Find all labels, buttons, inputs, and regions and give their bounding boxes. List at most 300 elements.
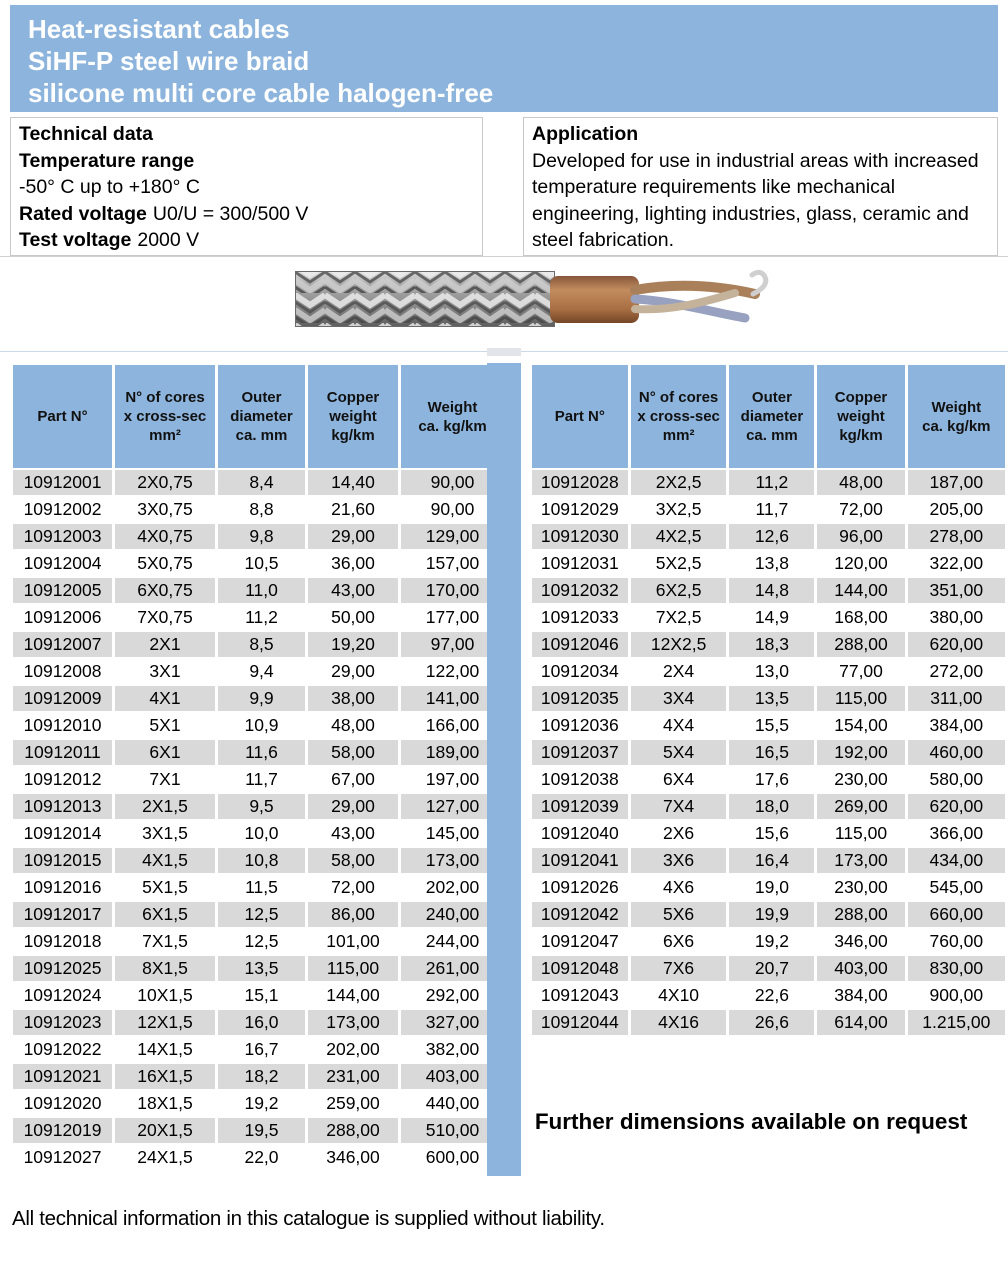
table-cell: 77,00 bbox=[817, 659, 904, 684]
test-voltage-value: 2000 V bbox=[137, 229, 200, 251]
table-cell: 10912039 bbox=[532, 794, 628, 819]
application-box bbox=[523, 117, 998, 256]
table-cell: 48,00 bbox=[817, 470, 904, 495]
table-row bbox=[532, 497, 1005, 522]
table-cell: 96,00 bbox=[817, 524, 904, 549]
table-cell: 10912038 bbox=[532, 767, 628, 792]
table-row bbox=[13, 929, 504, 954]
table-cell: 292,00 bbox=[401, 983, 504, 1008]
table-cell: 16X1,5 bbox=[115, 1064, 215, 1089]
table-cell: 11,2 bbox=[729, 470, 814, 495]
table-row bbox=[532, 875, 1005, 900]
table-cell: 384,00 bbox=[908, 713, 1005, 738]
table-cell: 48,00 bbox=[308, 713, 398, 738]
table-cell: 5X2,5 bbox=[631, 551, 727, 576]
table-cell: 10912023 bbox=[13, 1010, 112, 1035]
table-cell: 14X1,5 bbox=[115, 1037, 215, 1062]
table-cell: 10,8 bbox=[218, 848, 305, 873]
table-row bbox=[13, 875, 504, 900]
table-cell: 10912046 bbox=[532, 632, 628, 657]
table-cell: 9,8 bbox=[218, 524, 305, 549]
table-cell: 120,00 bbox=[817, 551, 904, 576]
table-row bbox=[13, 497, 504, 522]
table-cell: 7X2,5 bbox=[631, 605, 727, 630]
table-row bbox=[13, 524, 504, 549]
table-cell: 43,00 bbox=[308, 821, 398, 846]
table-cell: 10912026 bbox=[532, 875, 628, 900]
table-row bbox=[13, 686, 504, 711]
table-cell: 115,00 bbox=[817, 686, 904, 711]
table-cell: 8,4 bbox=[218, 470, 305, 495]
table-cell: 7X4 bbox=[631, 794, 727, 819]
table-cell: 192,00 bbox=[817, 740, 904, 765]
table-cell: 620,00 bbox=[908, 632, 1005, 657]
rated-voltage-value: U0/U = 300/500 V bbox=[152, 202, 309, 225]
table-cell: 10912020 bbox=[13, 1091, 112, 1116]
table-cell: 10912030 bbox=[532, 524, 628, 549]
table-row bbox=[532, 767, 1005, 792]
table-cell: 2X1 bbox=[115, 632, 215, 657]
table-cell: 6X0,75 bbox=[115, 578, 215, 603]
table-cell: 11,7 bbox=[218, 767, 305, 792]
table-cell: 4X1 bbox=[115, 686, 215, 711]
table-row bbox=[13, 551, 504, 576]
table-cell: 10,5 bbox=[218, 551, 305, 576]
table-cell: 10912047 bbox=[532, 929, 628, 954]
table-cell: 5X6 bbox=[631, 902, 727, 927]
header-row bbox=[532, 365, 1005, 468]
table-row bbox=[13, 956, 504, 981]
table-row bbox=[13, 740, 504, 765]
table-cell: 18,3 bbox=[729, 632, 814, 657]
table-cell: 13,8 bbox=[729, 551, 814, 576]
table-cell: 900,00 bbox=[908, 983, 1005, 1008]
table-cell: 366,00 bbox=[908, 821, 1005, 846]
table-cell: 231,00 bbox=[308, 1064, 398, 1089]
table-cell: 288,00 bbox=[817, 902, 904, 927]
table-cell: 346,00 bbox=[308, 1145, 398, 1170]
application-text: Developed for use in industrial areas with increased temperature requirements like mechanical engineering, lighting industries, glass, ceramic and steel fabrication. bbox=[532, 149, 979, 251]
table-cell: 10912019 bbox=[13, 1118, 112, 1143]
table-cell: 580,00 bbox=[908, 767, 1005, 792]
table-row bbox=[13, 470, 504, 495]
table-cell: 10912002 bbox=[13, 497, 112, 522]
table-cell: 10912014 bbox=[13, 821, 112, 846]
table-row bbox=[532, 929, 1005, 954]
column-header: Weight ca. kg/km bbox=[908, 365, 1005, 468]
table-cell: 14,40 bbox=[308, 470, 398, 495]
table-cell: 205,00 bbox=[908, 497, 1005, 522]
table-cell: 327,00 bbox=[401, 1010, 504, 1035]
table-cell: 67,00 bbox=[308, 767, 398, 792]
table-cell: 403,00 bbox=[401, 1064, 504, 1089]
column-header: Part N° bbox=[532, 365, 628, 468]
table-cell: 10912010 bbox=[13, 713, 112, 738]
table-row bbox=[532, 956, 1005, 981]
table-cell: 4X6 bbox=[631, 875, 727, 900]
table-cell: 8X1,5 bbox=[115, 956, 215, 981]
table-cell: 7X0,75 bbox=[115, 605, 215, 630]
table-cell: 168,00 bbox=[817, 605, 904, 630]
table-cell: 170,00 bbox=[401, 578, 504, 603]
table-cell: 20,7 bbox=[729, 956, 814, 981]
table-cell: 127,00 bbox=[401, 794, 504, 819]
spec-table-right bbox=[529, 363, 1008, 1037]
column-header: N° of cores x cross-sec mm² bbox=[115, 365, 215, 468]
table-cell: 19,20 bbox=[308, 632, 398, 657]
table-cell: 10912017 bbox=[13, 902, 112, 927]
table-cell: 86,00 bbox=[308, 902, 398, 927]
table-cell: 18X1,5 bbox=[115, 1091, 215, 1116]
table-cell: 10912007 bbox=[13, 632, 112, 657]
temperature-range-label: Temperature range bbox=[19, 149, 195, 172]
table-cell: 129,00 bbox=[401, 524, 504, 549]
application-heading: Application bbox=[532, 123, 639, 145]
table-row bbox=[13, 1145, 504, 1170]
table-cell: 9,4 bbox=[218, 659, 305, 684]
table-row bbox=[13, 605, 504, 630]
table-cell: 97,00 bbox=[401, 632, 504, 657]
table-cell: 101,00 bbox=[308, 929, 398, 954]
table-cell: 187,00 bbox=[908, 470, 1005, 495]
table-cell: 20X1,5 bbox=[115, 1118, 215, 1143]
table-cell: 3X4 bbox=[631, 686, 727, 711]
table-cell: 15,5 bbox=[729, 713, 814, 738]
table-row bbox=[13, 821, 504, 846]
table-cell: 440,00 bbox=[401, 1091, 504, 1116]
table-cell: 58,00 bbox=[308, 740, 398, 765]
table-cell: 278,00 bbox=[908, 524, 1005, 549]
table-accent-strip bbox=[487, 363, 521, 1176]
table-cell: 18,0 bbox=[729, 794, 814, 819]
table-cell: 346,00 bbox=[817, 929, 904, 954]
table-cell: 10912005 bbox=[13, 578, 112, 603]
column-header: N° of cores x cross-sec mm² bbox=[631, 365, 727, 468]
table-cell: 144,00 bbox=[817, 578, 904, 603]
table-cell: 144,00 bbox=[308, 983, 398, 1008]
table-cell: 10912043 bbox=[532, 983, 628, 1008]
table-cell: 145,00 bbox=[401, 821, 504, 846]
table-row bbox=[532, 848, 1005, 873]
table-cell: 10912011 bbox=[13, 740, 112, 765]
table-cell: 189,00 bbox=[401, 740, 504, 765]
table-cell: 1.215,00 bbox=[908, 1010, 1005, 1035]
table-cell: 380,00 bbox=[908, 605, 1005, 630]
table-cell: 15,1 bbox=[218, 983, 305, 1008]
table-cell: 10912027 bbox=[13, 1145, 112, 1170]
table-cell: 288,00 bbox=[308, 1118, 398, 1143]
table-cell: 10912013 bbox=[13, 794, 112, 819]
table-cell: 10912029 bbox=[532, 497, 628, 522]
table-cell: 202,00 bbox=[308, 1037, 398, 1062]
table-cell: 157,00 bbox=[401, 551, 504, 576]
table-cell: 6X4 bbox=[631, 767, 727, 792]
table-row bbox=[13, 1091, 504, 1116]
table-cell: 10X1,5 bbox=[115, 983, 215, 1008]
table-cell: 10912015 bbox=[13, 848, 112, 873]
cable-photo-band bbox=[0, 256, 1008, 352]
table-row bbox=[13, 713, 504, 738]
table-cell: 122,00 bbox=[401, 659, 504, 684]
technical-data-heading: Technical data bbox=[19, 123, 154, 145]
table-cell: 5X4 bbox=[631, 740, 727, 765]
table-cell: 38,00 bbox=[308, 686, 398, 711]
table-cell: 90,00 bbox=[401, 470, 504, 495]
table-cell: 19,0 bbox=[729, 875, 814, 900]
further-dimensions-note: Further dimensions available on request bbox=[534, 1109, 968, 1134]
table-cell: 460,00 bbox=[908, 740, 1005, 765]
temperature-range-value: -50° C up to +180° C bbox=[19, 176, 200, 198]
table-cell: 29,00 bbox=[308, 794, 398, 819]
table-row bbox=[13, 1010, 504, 1035]
table-cell: 614,00 bbox=[817, 1010, 904, 1035]
table-cell: 16,0 bbox=[218, 1010, 305, 1035]
cable-photo-illustration bbox=[295, 263, 795, 335]
table-cell: 545,00 bbox=[908, 875, 1005, 900]
table-cell: 19,5 bbox=[218, 1118, 305, 1143]
table-cell: 9,9 bbox=[218, 686, 305, 711]
table-cell: 3X0,75 bbox=[115, 497, 215, 522]
table-cell: 58,00 bbox=[308, 848, 398, 873]
table-cell: 11,7 bbox=[729, 497, 814, 522]
table-cell: 2X1,5 bbox=[115, 794, 215, 819]
table-cell: 16,7 bbox=[218, 1037, 305, 1062]
table-cell: 830,00 bbox=[908, 956, 1005, 981]
table-cell: 10912041 bbox=[532, 848, 628, 873]
table-cell: 19,2 bbox=[218, 1091, 305, 1116]
table-cell: 115,00 bbox=[817, 821, 904, 846]
table-cell: 4X1,5 bbox=[115, 848, 215, 873]
table-cell: 3X2,5 bbox=[631, 497, 727, 522]
table-cell: 6X6 bbox=[631, 929, 727, 954]
table-cell: 10912022 bbox=[13, 1037, 112, 1062]
table-cell: 382,00 bbox=[401, 1037, 504, 1062]
table-cell: 8,8 bbox=[218, 497, 305, 522]
technical-data-box bbox=[10, 117, 483, 256]
table-cell: 173,00 bbox=[308, 1010, 398, 1035]
table-cell: 154,00 bbox=[817, 713, 904, 738]
table-cell: 434,00 bbox=[908, 848, 1005, 873]
table-cell: 4X2,5 bbox=[631, 524, 727, 549]
table-cell: 11,6 bbox=[218, 740, 305, 765]
table-cell: 7X6 bbox=[631, 956, 727, 981]
table-cell: 173,00 bbox=[401, 848, 504, 873]
table-cell: 10912006 bbox=[13, 605, 112, 630]
table-cell: 244,00 bbox=[401, 929, 504, 954]
table-cell: 322,00 bbox=[908, 551, 1005, 576]
rated-voltage-line bbox=[19, 201, 474, 228]
table-cell: 16,5 bbox=[729, 740, 814, 765]
page-title-banner bbox=[10, 5, 998, 112]
table-cell: 72,00 bbox=[308, 875, 398, 900]
table-cell: 6X1 bbox=[115, 740, 215, 765]
table-cell: 10912025 bbox=[13, 956, 112, 981]
test-voltage-line bbox=[19, 227, 474, 254]
table-cell: 10912034 bbox=[532, 659, 628, 684]
table-cell: 72,00 bbox=[817, 497, 904, 522]
table-cell: 5X1,5 bbox=[115, 875, 215, 900]
table-row bbox=[13, 848, 504, 873]
table-row bbox=[13, 1037, 504, 1062]
table-cell: 43,00 bbox=[308, 578, 398, 603]
table-cell: 50,00 bbox=[308, 605, 398, 630]
table-cell: 272,00 bbox=[908, 659, 1005, 684]
table-cell: 6X1,5 bbox=[115, 902, 215, 927]
table-row bbox=[13, 578, 504, 603]
table-row bbox=[13, 767, 504, 792]
table-cell: 351,00 bbox=[908, 578, 1005, 603]
table-cell: 10912021 bbox=[13, 1064, 112, 1089]
table-cell: 10912033 bbox=[532, 605, 628, 630]
table-cell: 12X1,5 bbox=[115, 1010, 215, 1035]
table-cell: 12,5 bbox=[218, 902, 305, 927]
table-cell: 11,5 bbox=[218, 875, 305, 900]
table-cell: 197,00 bbox=[401, 767, 504, 792]
table-row bbox=[532, 713, 1005, 738]
table-cell: 22,6 bbox=[729, 983, 814, 1008]
table-row bbox=[13, 794, 504, 819]
table-cell: 8,5 bbox=[218, 632, 305, 657]
table-cell: 510,00 bbox=[401, 1118, 504, 1143]
table-cell: 10912028 bbox=[532, 470, 628, 495]
table-cell: 10,9 bbox=[218, 713, 305, 738]
table-cell: 240,00 bbox=[401, 902, 504, 927]
table-cell: 3X1,5 bbox=[115, 821, 215, 846]
table-cell: 12X2,5 bbox=[631, 632, 727, 657]
table-cell: 230,00 bbox=[817, 767, 904, 792]
table-cell: 16,4 bbox=[729, 848, 814, 873]
table-cell: 14,8 bbox=[729, 578, 814, 603]
table-cell: 11,0 bbox=[218, 578, 305, 603]
table-cell: 660,00 bbox=[908, 902, 1005, 927]
table-row bbox=[532, 524, 1005, 549]
column-header: Outer diameter ca. mm bbox=[729, 365, 814, 468]
spec-tables bbox=[10, 363, 1008, 1172]
table-cell: 5X0,75 bbox=[115, 551, 215, 576]
table-cell: 9,5 bbox=[218, 794, 305, 819]
header-row bbox=[13, 365, 504, 468]
table-cell: 10912044 bbox=[532, 1010, 628, 1035]
table-cell: 10912009 bbox=[13, 686, 112, 711]
table-cell: 2X6 bbox=[631, 821, 727, 846]
table-cell: 10,0 bbox=[218, 821, 305, 846]
table-row bbox=[532, 740, 1005, 765]
table-cell: 7X1 bbox=[115, 767, 215, 792]
table-row bbox=[532, 686, 1005, 711]
table-row bbox=[532, 578, 1005, 603]
table-row bbox=[13, 659, 504, 684]
table-cell: 15,6 bbox=[729, 821, 814, 846]
table-cell: 230,00 bbox=[817, 875, 904, 900]
left-table-wrap bbox=[10, 363, 513, 1172]
table-row bbox=[532, 659, 1005, 684]
table-cell: 600,00 bbox=[401, 1145, 504, 1170]
table-cell: 6X2,5 bbox=[631, 578, 727, 603]
table-cell: 166,00 bbox=[401, 713, 504, 738]
table-cell: 10912012 bbox=[13, 767, 112, 792]
rated-voltage-label: Rated voltage bbox=[19, 202, 147, 225]
table-row bbox=[532, 902, 1005, 927]
table-cell: 29,00 bbox=[308, 524, 398, 549]
column-header: Outer diameter ca. mm bbox=[218, 365, 305, 468]
table-cell: 259,00 bbox=[308, 1091, 398, 1116]
table-row bbox=[532, 794, 1005, 819]
table-cell: 10912032 bbox=[532, 578, 628, 603]
column-header: Part N° bbox=[13, 365, 112, 468]
table-cell: 26,6 bbox=[729, 1010, 814, 1035]
table-cell: 10912031 bbox=[532, 551, 628, 576]
table-cell: 202,00 bbox=[401, 875, 504, 900]
cable-photo bbox=[295, 263, 795, 335]
table-cell: 115,00 bbox=[308, 956, 398, 981]
table-cell: 2X0,75 bbox=[115, 470, 215, 495]
table-row bbox=[532, 1010, 1005, 1035]
table-cell: 10912036 bbox=[532, 713, 628, 738]
info-section bbox=[10, 117, 998, 256]
table-cell: 10912003 bbox=[13, 524, 112, 549]
table-cell: 2X4 bbox=[631, 659, 727, 684]
table-cell: 173,00 bbox=[817, 848, 904, 873]
table-cell: 4X10 bbox=[631, 983, 727, 1008]
table-cell: 10912040 bbox=[532, 821, 628, 846]
table-row bbox=[13, 1064, 504, 1089]
table-cell: 403,00 bbox=[817, 956, 904, 981]
table-cell: 14,9 bbox=[729, 605, 814, 630]
table-cell: 4X16 bbox=[631, 1010, 727, 1035]
table-cell: 261,00 bbox=[401, 956, 504, 981]
divider-tab bbox=[487, 348, 521, 356]
table-cell: 17,6 bbox=[729, 767, 814, 792]
table-row bbox=[532, 632, 1005, 657]
table-cell: 10912018 bbox=[13, 929, 112, 954]
table-row bbox=[532, 551, 1005, 576]
table-cell: 12,6 bbox=[729, 524, 814, 549]
table-cell: 4X4 bbox=[631, 713, 727, 738]
table-cell: 5X1 bbox=[115, 713, 215, 738]
table-cell: 90,00 bbox=[401, 497, 504, 522]
column-header: Copper weight kg/km bbox=[308, 365, 398, 468]
table-row bbox=[13, 1118, 504, 1143]
table-cell: 288,00 bbox=[817, 632, 904, 657]
table-cell: 13,0 bbox=[729, 659, 814, 684]
table-cell: 19,9 bbox=[729, 902, 814, 927]
table-cell: 269,00 bbox=[817, 794, 904, 819]
table-row bbox=[532, 983, 1005, 1008]
table-cell: 12,5 bbox=[218, 929, 305, 954]
table-row bbox=[532, 821, 1005, 846]
table-cell: 10912035 bbox=[532, 686, 628, 711]
right-table-wrap bbox=[529, 363, 1008, 1172]
table-row bbox=[532, 605, 1005, 630]
table-cell: 19,2 bbox=[729, 929, 814, 954]
table-cell: 2X2,5 bbox=[631, 470, 727, 495]
table-row bbox=[13, 632, 504, 657]
table-cell: 4X0,75 bbox=[115, 524, 215, 549]
table-cell: 10912004 bbox=[13, 551, 112, 576]
page-title-line-2: SiHF-P steel wire braid bbox=[28, 46, 310, 76]
table-cell: 10912024 bbox=[13, 983, 112, 1008]
table-cell: 13,5 bbox=[729, 686, 814, 711]
table-row bbox=[532, 470, 1005, 495]
column-header: Weight ca. kg/km bbox=[401, 365, 504, 468]
table-cell: 10912037 bbox=[532, 740, 628, 765]
table-cell: 7X1,5 bbox=[115, 929, 215, 954]
table-cell: 24X1,5 bbox=[115, 1145, 215, 1170]
table-row bbox=[13, 902, 504, 927]
table-cell: 311,00 bbox=[908, 686, 1005, 711]
table-cell: 29,00 bbox=[308, 659, 398, 684]
table-cell: 3X1 bbox=[115, 659, 215, 684]
